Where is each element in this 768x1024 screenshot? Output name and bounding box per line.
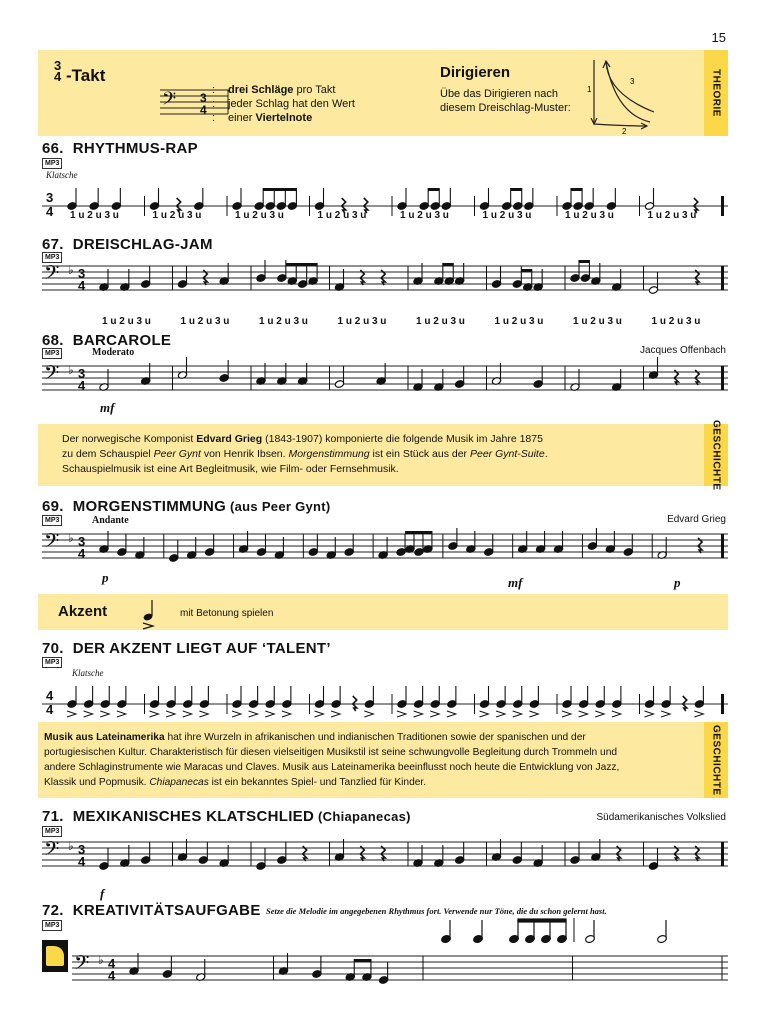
svg-text:3: 3 <box>78 842 86 857</box>
dynamic-mf: mf <box>100 400 115 415</box>
exercise-68-title: 68. BARCAROLE <box>42 332 172 349</box>
svg-text:4: 4 <box>78 278 86 293</box>
accent-text: mit Betonung spielen <box>180 608 274 619</box>
svg-text:♭: ♭ <box>68 363 74 377</box>
tempo-marking: Andante <box>92 515 129 526</box>
svg-text:𝄢: 𝄢 <box>44 837 60 865</box>
theory-tag: THEORIE <box>704 50 728 136</box>
count-label: 1 u 2 u 3 u <box>647 210 697 221</box>
svg-text:𝄢: 𝄢 <box>74 951 90 979</box>
mp3-icon: MP3 <box>42 920 62 931</box>
bass-staff-72 <box>72 948 728 1008</box>
theory-title: -Takt <box>66 66 106 85</box>
composer: Edvard Grieg <box>667 514 726 525</box>
count-label: 1 u 2 u 3 u <box>482 210 532 221</box>
history-tag: GESCHICHTE <box>704 424 728 486</box>
dynamic-p: p <box>102 570 109 585</box>
theory-line-3: einer <box>228 112 256 124</box>
theory-text <box>228 83 355 125</box>
svg-text:𝄢: 𝄢 <box>44 361 60 389</box>
mp3-icon: MP3 <box>42 348 62 359</box>
theory-box <box>38 50 728 136</box>
conducting-line-1: Übe das Dirigieren nach <box>440 88 559 100</box>
rhythm-staff-66 <box>42 180 728 224</box>
fraction-top: 3 <box>54 58 62 73</box>
colon-1: : <box>212 84 216 96</box>
accent-title: Akzent <box>58 603 108 620</box>
composer-logo-icon <box>42 940 68 972</box>
latin-text: Musik aus Lateinamerika hat ihre Wurzeln in afrikanischen und indianischen Traditionen sowie der spanischen und der portugiesischen Kultur. Charakteristisch für diesen vielseitigen Musikstil ist seine schwungvolle Begleitung durch Trommeln und andere Schlaginstrumente wie Maracas und Claves. Musik aus Lateinamerika beeinflusst noch heute die Entwicklung von Jazz, Klassik und Popmusik. Chiapanecas ist ein bekanntes Spiel- und Tanzlied für Kinder. <box>44 732 620 788</box>
page-number: 15 <box>711 30 726 45</box>
count-label: 1 u 2 u 3 u <box>494 316 544 327</box>
bass-staff-67 <box>42 262 728 322</box>
instruction-clap: Klatsche <box>72 668 104 678</box>
theory-bold-1: drei Schläge <box>228 84 294 96</box>
count-label: 1 u 2 u 3 u <box>565 210 614 221</box>
theory-line-1: pro Takt <box>293 84 336 96</box>
history-tag: GESCHICHTE <box>704 722 728 798</box>
count-label: 1 u 2 u 3 u <box>317 210 367 221</box>
svg-text:4: 4 <box>108 956 116 971</box>
svg-text:4: 4 <box>46 702 54 717</box>
composer: Südamerikanisches Volkslied <box>596 812 726 823</box>
svg-text:4: 4 <box>108 968 116 983</box>
svg-text:4: 4 <box>200 103 207 117</box>
svg-text:𝄢: 𝄢 <box>44 261 60 289</box>
fraction-bottom: 4 <box>54 69 62 84</box>
task-instruction: Setze die Melodie im angegebenen Rhythmus fort. Verwende nur Töne, die du schon gelernt hast. <box>266 906 607 916</box>
svg-text:4: 4 <box>78 546 86 561</box>
rhythm-staff-70 <box>42 678 728 722</box>
bass-staff-69 <box>42 530 728 586</box>
count-label: 1 u 2 u 3 u <box>651 316 701 327</box>
colon-2: : <box>212 98 216 110</box>
svg-text:3: 3 <box>78 366 86 381</box>
svg-text:3: 3 <box>630 77 635 86</box>
svg-text:3: 3 <box>78 534 86 549</box>
count-label: 1 u 2 u 3 u <box>235 210 284 221</box>
count-label: 1 u 2 u 3 u <box>259 316 308 327</box>
mp3-icon: MP3 <box>42 158 62 169</box>
svg-text:1: 1 <box>587 85 592 94</box>
conducting-text <box>440 87 571 115</box>
bass-staff-68 <box>42 362 728 418</box>
svg-text:𝄢: 𝄢 <box>44 529 60 557</box>
count-label: 1 u 2 u 3 u <box>573 316 622 327</box>
svg-text:3: 3 <box>46 190 54 205</box>
instruction-clap: Klatsche <box>46 170 78 180</box>
dynamic-mf: mf <box>508 575 523 590</box>
conducting-pattern-diagram <box>586 54 666 134</box>
exercise-72-title: 72. KREATIVITÄTSAUFGABE <box>42 902 261 919</box>
theory-line-2: jeder Schlag hat den Wert <box>228 98 355 110</box>
bass-staff-71 <box>42 838 728 894</box>
svg-text:4: 4 <box>78 854 86 869</box>
count-label: 1 u 2 u 3 u <box>416 316 465 327</box>
svg-text:♭: ♭ <box>68 263 74 277</box>
count-label: 1 u 2 u 3 u <box>400 210 449 221</box>
exercise-70-title: 70. DER AKZENT LIEGT AUF ‘TALENT’ <box>42 640 331 657</box>
colon-3: : <box>212 112 216 124</box>
dynamic-f: f <box>100 886 105 901</box>
svg-text:4: 4 <box>46 204 54 219</box>
mp3-icon: MP3 <box>42 657 62 668</box>
svg-text:♭: ♭ <box>68 839 74 853</box>
conducting-title: Dirigieren <box>440 64 511 81</box>
count-label: 1 u 2 u 3 u <box>180 316 230 327</box>
mp3-icon: MP3 <box>42 826 62 837</box>
accent-note-example <box>140 598 160 630</box>
bass-staff-example <box>160 88 230 122</box>
count-label: 1 u 2 u 3 u <box>70 210 119 221</box>
exercise-66-title: 66. RHYTHMUS-RAP <box>42 140 198 157</box>
exercise-69-title: 69. MORGENSTIMMUNG (aus Peer Gynt) <box>42 498 331 515</box>
count-label: 1 u 2 u 3 u <box>102 316 151 327</box>
svg-text:3: 3 <box>200 91 207 105</box>
count-label: 1 u 2 u 3 u <box>152 210 202 221</box>
theory-bold-3: Viertelnote <box>255 112 313 124</box>
mp3-icon: MP3 <box>42 515 62 526</box>
dynamic-p-end: p <box>674 575 681 590</box>
svg-text:♭: ♭ <box>98 953 104 967</box>
exercise-67-title: 67. DREISCHLAG-JAM <box>42 236 213 253</box>
conducting-line-2: diesem Dreischlag-Muster: <box>440 102 571 114</box>
svg-text:2: 2 <box>622 127 627 136</box>
svg-text:3: 3 <box>78 266 86 281</box>
svg-text:𝄢: 𝄢 <box>162 89 177 114</box>
theory-time-signature <box>54 60 61 82</box>
tempo-marking: Moderato <box>92 347 135 358</box>
rhythm-hint-72 <box>430 918 670 948</box>
mp3-icon: MP3 <box>42 252 62 263</box>
composer: Jacques Offenbach <box>640 345 726 356</box>
exercise-71-title: 71. MEXIKANISCHES KLATSCHLIED (Chiapanecas) <box>42 808 411 825</box>
svg-text:♭: ♭ <box>68 531 74 545</box>
svg-text:4: 4 <box>46 688 54 703</box>
count-label: 1 u 2 u 3 u <box>337 316 387 327</box>
svg-text:4: 4 <box>78 378 86 393</box>
grieg-text: Der norwegische Komponist Edvard Grieg (1843-1907) komponierte die folgende Musik im Jahre 1875 zu dem Schauspiel Peer Gynt von Henrik Ibsen. Morgenstimmung ist ein Stück aus der Peer Gynt-Suite. Schauspielmusik ist eine Art Begleitmusik, wie Film- oder Fernsehmusik. <box>62 433 548 475</box>
